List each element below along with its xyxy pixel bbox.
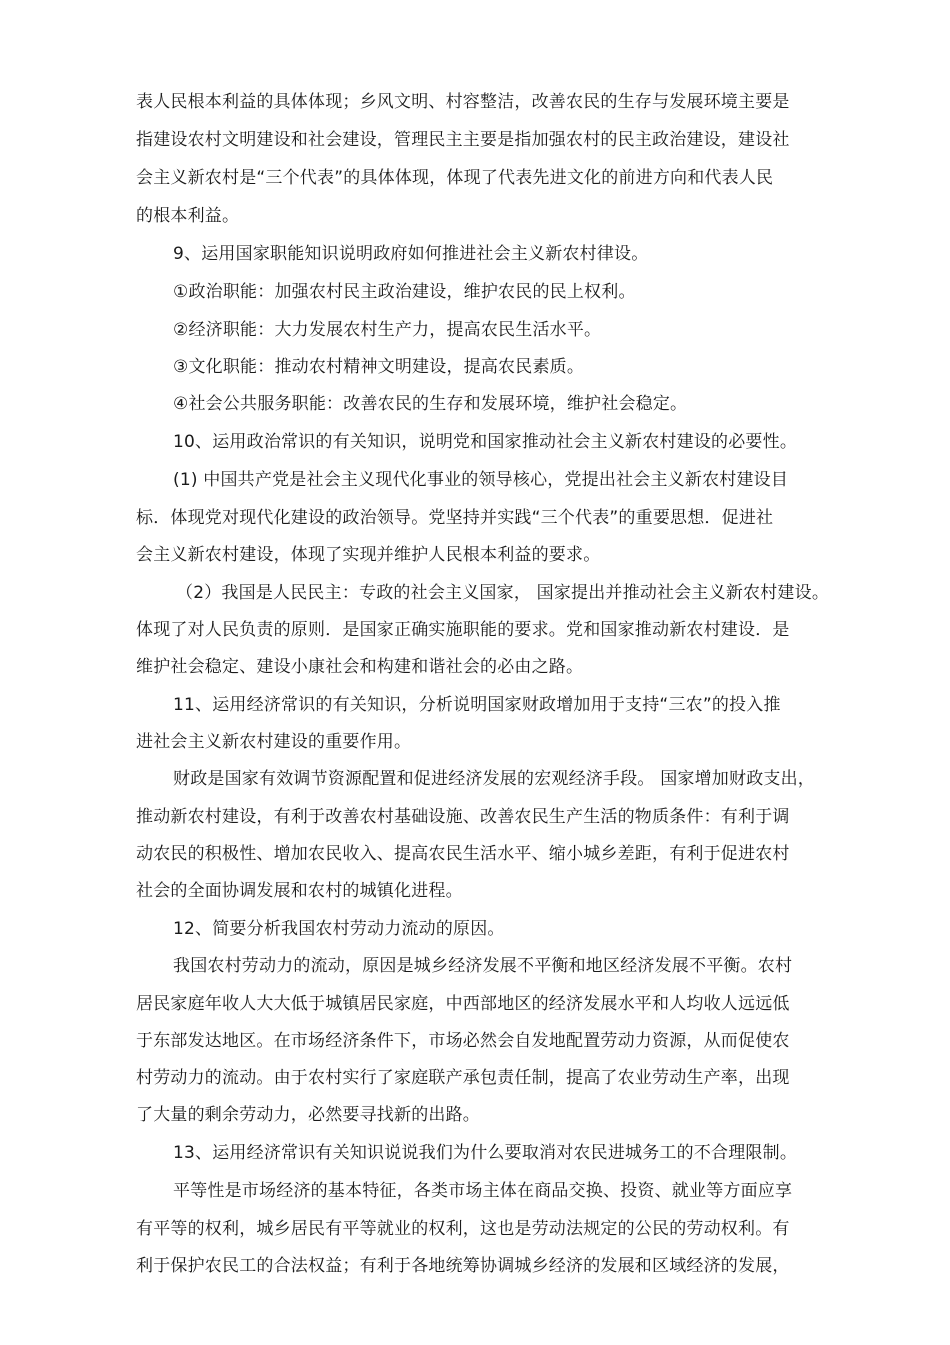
- text-line: 会主义新农村建设，体现了实现并维护人民根本利益的要求。: [136, 545, 601, 565]
- text-line: 财政是国家有效调节资源配置和促进经济发展的宏观经济手段。 国家增加财政支出，: [173, 769, 816, 789]
- question-heading: 10、运用政治常识的有关知识，说明党和国家推动社会主义新农村建设的必要性。: [173, 432, 798, 452]
- text-line: ①政治职能：加强农村民主政治建设，维护农民的民上权利。: [173, 282, 636, 302]
- text-line: 会主义新农村是“三个代表”的具体体现，体现了代表先进文化的前进方向和代表人民: [136, 168, 774, 188]
- text-line: ③文化职能：推动农村精神文明建设，提高农民素质。: [173, 357, 585, 377]
- text-line: 居民家庭年收人大大低于城镇居民家庭，中西部地区的经济发展水平和人均收人远远低: [136, 994, 790, 1014]
- question-heading: 9、运用国家职能知识说明政府如何推进社会主义新农村律设。: [173, 244, 649, 264]
- text-line: 利于保护农民工的合法权益；有利于各地统筹协调城乡经济的发展和区域经济的发展，: [136, 1256, 790, 1276]
- question-heading: 13、运用经济常识有关知识说说我们为什么要取消对农民进城务工的不合理限制。: [173, 1143, 798, 1163]
- text-line: 标．体现党对现代化建设的政治领导。党坚持并实践“三个代表”的重要思想．促进社: [136, 508, 774, 528]
- text-line: (1) 中国共产党是社会主义现代化事业的领导核心，党提出社会主义新农村建设目: [173, 470, 789, 490]
- text-line: 有平等的权利，城乡居民有平等就业的权利，这也是劳动法规定的公民的劳动权利。有: [136, 1219, 790, 1239]
- text-line: ④社会公共服务职能：改善农民的生存和发展环境，维护社会稳定。: [173, 394, 688, 414]
- text-line: （2）我国是人民民主：专政的社会主义国家， 国家提出并推动社会主义新农村建设。: [176, 583, 830, 603]
- text-line: 平等性是市场经济的基本特征，各类市场主体在商品交换、投资、就业等方面应享: [173, 1181, 793, 1201]
- text-line: 我国农村劳动力的流动，原因是城乡经济发展不平衡和地区经济发展不平衡。农村: [173, 956, 793, 976]
- text-line: 体现了对人民负责的原则．是国家正确实施职能的要求。党和国家推动新农村建设．是: [136, 620, 790, 640]
- text-line: 的根本利益。: [136, 206, 240, 226]
- text-line: 村劳动力的流动。由于农村实行了家庭联产承包责任制，提高了农业劳动生产率，出现: [136, 1068, 790, 1088]
- text-line: 推动新农村建设，有利于改善农村基础设施、改善农民生产生活的物质条件：有利于调: [136, 807, 790, 827]
- question-heading: 11、运用经济常识的有关知识，分析说明国家财政增加用于支持“三农”的投入推: [173, 695, 781, 715]
- text-line: 社会的全面协调发展和农村的城镇化进程。: [136, 881, 463, 901]
- text-line: 表人民根本利益的具体体现；乡风文明、村容整洁，改善农民的生存与发展环境主要是: [136, 92, 790, 112]
- question-heading: 12、简要分析我国农村劳动力流动的原因。: [173, 919, 505, 939]
- text-line: 动农民的积极性、增加农民收入、提高农民生活水平、缩小城乡差距，有利于促进农村: [136, 844, 790, 864]
- text-line: ②经济职能：大力发展农村生产力，提高农民生活水平。: [173, 320, 602, 340]
- text-line: 维护社会稳定、建设小康社会和构建和谐社会的必由之路。: [136, 657, 584, 677]
- text-line: 于东部发达地区。在市场经济条件下，市场必然会自发地配置劳动力资源，从而促使农: [136, 1031, 790, 1051]
- text-line: 了大量的剩余劳动力，必然要寻找新的出路。: [136, 1105, 480, 1125]
- text-line: 进社会主义新农村建设的重要作用。: [136, 732, 412, 752]
- text-line: 指建设农村文明建设和社会建设，管理民主主要是指加强农村的民主政治建设，建设社: [136, 130, 790, 150]
